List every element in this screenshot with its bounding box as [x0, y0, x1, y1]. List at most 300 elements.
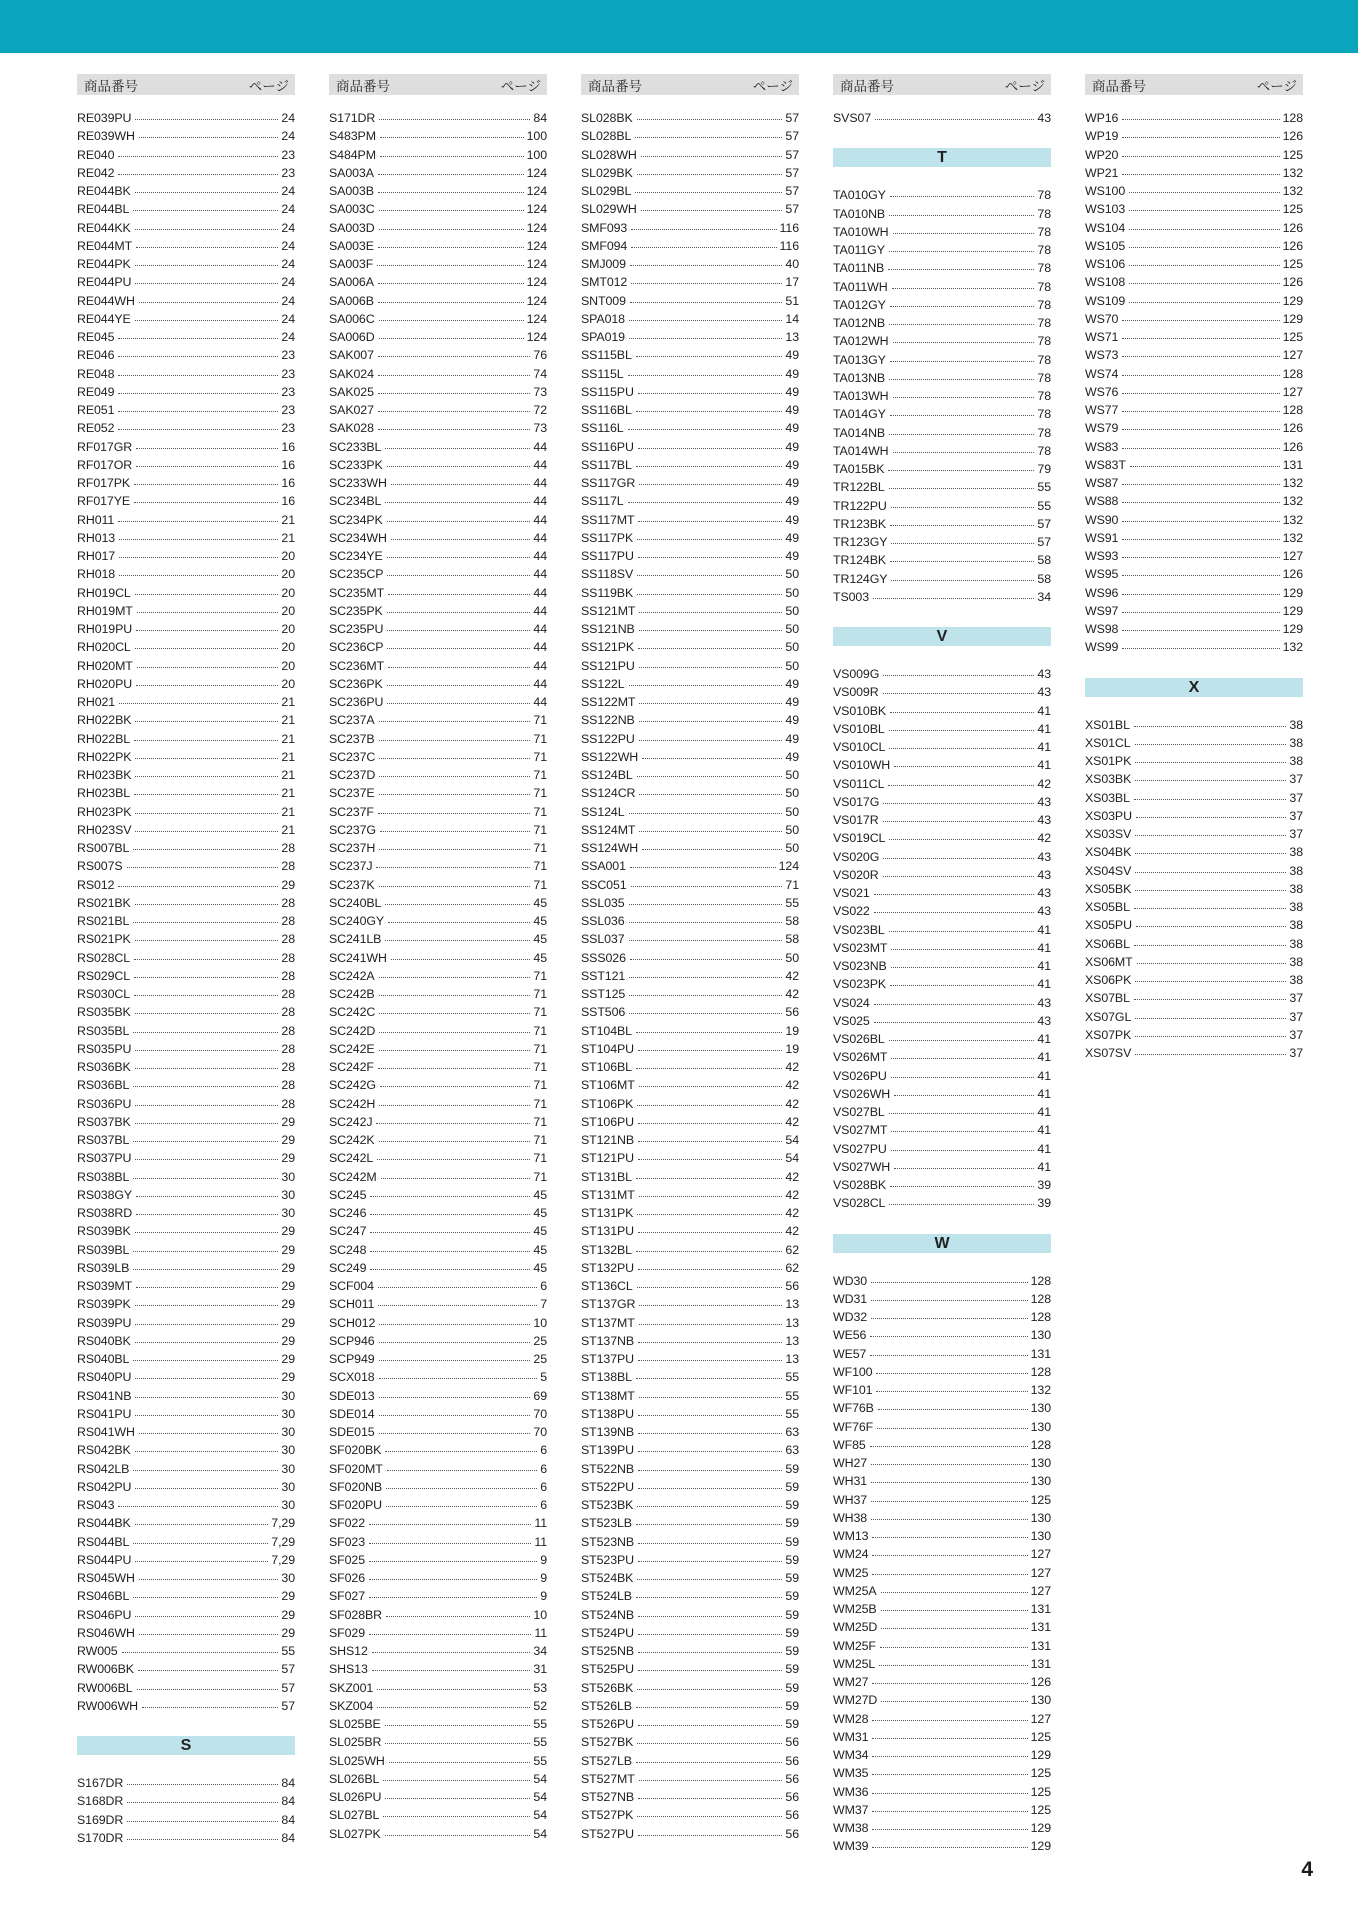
product-code: SF022	[329, 1516, 366, 1531]
dot-leader	[638, 1415, 782, 1416]
product-code: SCH012	[329, 1315, 376, 1330]
dot-leader	[874, 1004, 1035, 1005]
index-entry	[581, 657, 799, 675]
page-ref: 20	[281, 549, 295, 563]
dot-leader	[636, 1597, 782, 1598]
dot-leader	[641, 210, 783, 211]
product-code: ST138BL	[581, 1370, 632, 1385]
dot-leader	[119, 557, 278, 558]
product-code: ST106MT	[581, 1078, 635, 1093]
product-code: XS03BL	[1085, 790, 1130, 805]
product-code: SPA018	[581, 311, 625, 326]
index-entry	[581, 1825, 799, 1843]
product-code: SC237A	[329, 713, 375, 728]
page-ref: 45	[533, 1260, 547, 1275]
dot-leader	[135, 1068, 279, 1069]
product-code: SC247	[329, 1224, 367, 1239]
index-entry	[1085, 843, 1303, 861]
index-entry	[1085, 292, 1303, 310]
product-code: SC235PK	[329, 603, 383, 618]
dot-leader	[638, 1835, 782, 1836]
page-ref: 78	[1037, 316, 1051, 330]
page-ref: 130	[1030, 1529, 1051, 1543]
page-ref: 55	[533, 1735, 547, 1750]
page-ref: 28	[281, 1041, 295, 1056]
index-entry	[833, 1308, 1051, 1326]
product-code: WS87	[1085, 476, 1119, 490]
product-code: TR123GY	[833, 535, 888, 549]
dot-leader	[135, 758, 278, 759]
index-entry	[77, 1131, 295, 1149]
product-code: ST523PU	[581, 1552, 635, 1567]
index-entry	[833, 351, 1051, 369]
page-ref: 124	[526, 238, 547, 253]
dot-leader	[890, 525, 1034, 526]
index-entry	[329, 1606, 547, 1624]
product-code: SVS07	[833, 111, 872, 125]
page-ref: 41	[1037, 1086, 1051, 1101]
index-entry	[329, 1076, 547, 1094]
index-entry	[833, 775, 1051, 793]
page-ref: 53	[533, 1680, 547, 1695]
product-code: RE044BK	[77, 184, 131, 198]
dot-leader	[137, 1689, 279, 1690]
product-code: RE044MT	[77, 238, 133, 253]
dot-leader	[387, 648, 530, 649]
header-page-label: ページ	[752, 78, 793, 94]
page-ref: 41	[1037, 1141, 1051, 1156]
page-ref: 57	[281, 1698, 295, 1713]
dot-leader	[636, 1178, 782, 1179]
dot-leader	[631, 886, 783, 887]
dot-leader	[380, 156, 524, 157]
product-code: TA015BK	[833, 462, 885, 476]
page-ref: 58	[1037, 571, 1051, 586]
dot-leader	[891, 580, 1034, 581]
page-ref: 59	[785, 1534, 799, 1549]
index-entry	[77, 912, 295, 930]
page-ref: 23	[281, 147, 295, 162]
product-code: XS06PK	[1085, 973, 1132, 987]
index-entry	[833, 369, 1051, 387]
index-entry	[1085, 200, 1303, 218]
product-code: WS90	[1085, 512, 1119, 527]
dot-leader	[135, 119, 278, 120]
dot-leader	[139, 1433, 279, 1434]
dot-leader	[118, 338, 278, 339]
dot-leader	[379, 886, 531, 887]
product-code: WM31	[833, 1729, 869, 1744]
product-code: VS023NB	[833, 959, 887, 973]
product-code: SSA001	[581, 859, 626, 874]
dot-leader	[628, 375, 783, 376]
product-code: SS122MT	[581, 695, 636, 709]
product-code: RH022BL	[77, 731, 131, 746]
product-code: TA013WH	[833, 389, 889, 403]
page-ref: 128	[1282, 403, 1303, 417]
index-column-2	[329, 74, 547, 1843]
index-entry	[581, 985, 799, 1003]
dot-leader	[639, 667, 783, 668]
product-code: ST523NB	[581, 1534, 635, 1549]
product-code: WS88	[1085, 494, 1119, 509]
page-ref: 30	[281, 1388, 295, 1403]
product-code: RS012	[77, 877, 115, 892]
dot-leader	[891, 967, 1035, 968]
product-code: SAK007	[329, 348, 374, 363]
product-code: SS117PK	[581, 530, 634, 545]
dot-leader	[133, 1470, 278, 1471]
index-entry	[833, 442, 1051, 460]
index-entry	[77, 821, 295, 839]
page-ref: 13	[785, 330, 799, 344]
index-entry	[833, 720, 1051, 738]
dot-leader	[139, 137, 279, 138]
page-ref: 44	[533, 585, 547, 600]
page-ref: 128	[1030, 1291, 1051, 1306]
product-code: RW005	[77, 1644, 118, 1658]
index-entry	[833, 1418, 1051, 1436]
product-code: SS121MT	[581, 603, 636, 618]
page-ref: 130	[1030, 1474, 1051, 1489]
product-code: RE044PK	[77, 257, 131, 271]
dot-leader	[127, 1802, 278, 1803]
product-code: SS116L	[581, 421, 624, 436]
index-entry	[77, 584, 295, 602]
index-entry	[581, 1259, 799, 1277]
page-ref: 124	[778, 859, 799, 874]
page-ref: 132	[1282, 530, 1303, 545]
index-entry	[581, 1441, 799, 1459]
index-entry	[833, 1176, 1051, 1194]
dot-leader	[378, 192, 524, 193]
dot-leader	[379, 320, 524, 321]
page-ref: 11	[534, 1625, 547, 1640]
page-ref: 55	[785, 895, 799, 910]
page-ref: 52	[533, 1698, 547, 1713]
product-code: ST139PU	[581, 1443, 635, 1458]
product-code: ST137GR	[581, 1297, 636, 1312]
product-code: SC233BL	[329, 439, 382, 454]
page-ref: 130	[1030, 1419, 1051, 1434]
page-ref: 50	[785, 822, 799, 837]
product-code: RS030CL	[77, 987, 131, 1001]
product-code: RF017PK	[77, 476, 131, 490]
page-ref: 24	[281, 184, 295, 198]
dot-leader	[636, 1524, 782, 1525]
index-entry	[581, 766, 799, 784]
header-code-label: 商品番号	[84, 78, 138, 94]
product-code: SF020BK	[329, 1443, 382, 1458]
dot-leader	[871, 1318, 1028, 1319]
product-code: RS044PU	[77, 1552, 132, 1567]
page-ref: 62	[785, 1260, 799, 1275]
dot-leader	[636, 1068, 782, 1069]
index-entry	[581, 1076, 799, 1094]
product-code: WS83	[1085, 439, 1119, 454]
dot-leader	[135, 192, 279, 193]
index-entry	[833, 424, 1051, 442]
index-entry	[329, 1679, 547, 1697]
index-entry	[77, 1514, 295, 1532]
product-code: SC235PU	[329, 622, 384, 636]
page-ref: 49	[785, 676, 799, 691]
dot-leader	[134, 995, 278, 996]
product-code: XS07PK	[1085, 1027, 1132, 1042]
index-entry	[329, 146, 547, 164]
index-entry	[1085, 716, 1303, 734]
product-code: WP19	[1085, 129, 1119, 144]
page-ref: 128	[1282, 111, 1303, 125]
index-entry	[329, 1405, 547, 1423]
header-page-label: ページ	[500, 78, 541, 94]
index-entry	[329, 237, 547, 255]
product-code: RS040PU	[77, 1370, 132, 1385]
index-entry	[833, 1158, 1051, 1176]
index-entry	[581, 821, 799, 839]
product-code: XS07BL	[1085, 991, 1130, 1006]
dot-leader	[636, 1251, 782, 1252]
index-entry	[581, 730, 799, 748]
index-entry	[833, 975, 1051, 993]
product-code: TA014GY	[833, 407, 886, 422]
index-entry	[329, 803, 547, 821]
dot-leader	[630, 867, 776, 868]
dot-leader	[391, 959, 531, 960]
page-ref: 50	[785, 786, 799, 801]
dot-leader	[133, 1178, 278, 1179]
index-entry	[329, 219, 547, 237]
dot-leader	[379, 1397, 531, 1398]
product-code: ST522PU	[581, 1479, 635, 1494]
page-ref: 29	[281, 1114, 295, 1129]
section-letter: W	[833, 1234, 1051, 1253]
page-ref: 28	[281, 914, 295, 928]
product-code: VS010WH	[833, 758, 891, 773]
product-code: TA010NB	[833, 206, 886, 221]
page-ref: 129	[1282, 622, 1303, 636]
dot-leader	[380, 137, 524, 138]
index-entry	[581, 346, 799, 364]
index-entry	[1085, 752, 1303, 770]
index-entry	[77, 1350, 295, 1368]
dot-leader	[378, 1305, 537, 1306]
dot-leader	[889, 488, 1035, 489]
index-entry	[77, 1533, 295, 1551]
dot-leader	[378, 375, 531, 376]
product-code: ST132BL	[581, 1242, 632, 1257]
index-entry	[329, 876, 547, 894]
product-code: WH31	[833, 1474, 868, 1489]
dot-leader	[891, 1131, 1034, 1132]
product-code: SS116PU	[581, 439, 634, 454]
product-code: SC233WH	[329, 476, 387, 490]
index-entry	[329, 1478, 547, 1496]
dot-leader	[1122, 648, 1279, 649]
index-entry	[1085, 255, 1303, 273]
index-entry	[581, 164, 799, 182]
dot-leader	[139, 1579, 279, 1580]
dot-leader	[890, 196, 1035, 197]
product-code: VS011CL	[833, 776, 885, 791]
dot-leader	[642, 849, 782, 850]
dot-leader	[1122, 448, 1279, 449]
page-ref: 128	[1030, 1310, 1051, 1324]
column-body	[833, 109, 1051, 1856]
page-ref: 6	[540, 1479, 547, 1494]
section-letter: S	[77, 1736, 295, 1755]
product-code: RS042BK	[77, 1443, 131, 1458]
dot-leader	[637, 1287, 783, 1288]
dot-leader	[638, 1488, 782, 1489]
page-ref: 71	[533, 731, 547, 746]
index-entry	[77, 401, 295, 419]
page-ref: 126	[1282, 238, 1303, 253]
page-ref: 56	[785, 1753, 799, 1768]
product-code: ST524LB	[581, 1589, 632, 1604]
page-ref: 25	[533, 1333, 547, 1348]
product-code: WF76B	[833, 1401, 874, 1416]
index-entry	[833, 756, 1051, 774]
page-ref: 126	[1030, 1675, 1051, 1689]
dot-leader	[1122, 594, 1279, 595]
index-column-1	[77, 74, 295, 1847]
product-code: SC242G	[329, 1078, 376, 1093]
index-entry	[581, 273, 799, 291]
product-code: SC234YE	[329, 549, 383, 563]
page-ref: 78	[1037, 188, 1051, 203]
page-ref: 29	[281, 1279, 295, 1293]
page-ref: 57	[785, 129, 799, 144]
dot-leader	[637, 594, 782, 595]
page-ref: 59	[785, 1644, 799, 1658]
dot-leader	[639, 612, 782, 613]
page-ref: 131	[1030, 1602, 1051, 1616]
dot-leader	[639, 703, 782, 704]
page-ref: 55	[1037, 498, 1051, 513]
index-entry	[581, 620, 799, 638]
dot-leader	[133, 1597, 278, 1598]
index-entry	[77, 109, 295, 127]
index-entry	[329, 565, 547, 583]
page-ref: 14	[785, 311, 799, 326]
dot-leader	[379, 1105, 530, 1106]
index-entry	[581, 1332, 799, 1350]
index-entry	[329, 1770, 547, 1788]
dot-leader	[628, 429, 783, 430]
dot-leader	[639, 484, 782, 485]
index-entry	[329, 748, 547, 766]
page-ref: 41	[1037, 1068, 1051, 1083]
page-ref: 49	[785, 348, 799, 363]
product-code: ST526LB	[581, 1698, 632, 1713]
product-code: RS041WH	[77, 1425, 135, 1439]
page-ref: 30	[281, 1406, 295, 1421]
page-ref: 55	[785, 1388, 799, 1403]
product-code: SA006C	[329, 311, 375, 326]
dot-leader	[639, 1305, 782, 1306]
page-ref: 71	[533, 768, 547, 782]
product-code: SF023	[329, 1534, 366, 1549]
product-code: ST523BK	[581, 1498, 634, 1512]
product-code: SS117MT	[581, 512, 635, 527]
index-entry	[581, 127, 799, 145]
page-ref: 44	[533, 476, 547, 490]
index-entry	[1085, 971, 1303, 989]
page-ref: 71	[533, 1151, 547, 1166]
dot-leader	[637, 776, 783, 777]
product-code: RF017OR	[77, 457, 133, 472]
page-ref: 124	[526, 165, 547, 180]
index-entry	[581, 1186, 799, 1204]
page-ref: 49	[785, 439, 799, 454]
product-code: SC242A	[329, 968, 375, 983]
product-code: WS106	[1085, 257, 1126, 271]
index-entry	[1085, 529, 1303, 547]
page-ref: 42	[785, 1169, 799, 1184]
dot-leader	[135, 1232, 279, 1233]
product-code: SDE014	[329, 1406, 375, 1421]
dot-leader	[119, 539, 278, 540]
page-ref: 132	[1282, 640, 1303, 655]
index-entry	[77, 1829, 295, 1847]
product-code: ST525PU	[581, 1662, 635, 1677]
dot-leader	[133, 1269, 278, 1270]
index-entry	[581, 711, 799, 729]
page-ref: 84	[533, 111, 547, 125]
page-ref: 55	[1037, 480, 1051, 495]
product-code: ST527MT	[581, 1771, 635, 1786]
page-ref: 23	[281, 421, 295, 436]
dot-leader	[872, 1720, 1027, 1721]
index-entry	[1085, 916, 1303, 934]
index-entry	[329, 894, 547, 912]
index-entry	[329, 1095, 547, 1113]
page-ref: 24	[281, 111, 295, 125]
page-ref: 50	[785, 585, 799, 600]
page-ref: 29	[281, 1352, 295, 1366]
dot-leader	[874, 912, 1035, 913]
page-ref: 124	[526, 257, 547, 271]
page-ref: 49	[785, 421, 799, 436]
page-ref: 41	[1037, 1105, 1051, 1119]
dot-leader	[387, 1470, 538, 1471]
page-ref: 50	[785, 841, 799, 855]
page-ref: 37	[1289, 991, 1303, 1006]
index-entry	[581, 930, 799, 948]
page-ref: 125	[1030, 1492, 1051, 1507]
dot-leader	[118, 1506, 278, 1507]
product-code: VS025	[833, 1013, 870, 1028]
index-entry	[329, 1350, 547, 1368]
product-code: RS038RD	[77, 1206, 133, 1220]
product-code: VS017R	[833, 813, 879, 827]
product-code: SL026BL	[329, 1771, 380, 1786]
dot-leader	[376, 1123, 530, 1124]
dot-leader	[136, 466, 278, 467]
product-code: RS035BK	[77, 1005, 131, 1020]
page-ref: 45	[533, 1206, 547, 1220]
dot-leader	[894, 766, 1034, 767]
index-entry	[581, 876, 799, 894]
index-entry	[1085, 365, 1303, 383]
index-entry	[329, 1387, 547, 1405]
dot-leader	[118, 174, 278, 175]
product-code: SC234PK	[329, 512, 383, 527]
product-code: RF017GR	[77, 439, 133, 454]
dot-leader	[369, 1597, 537, 1598]
product-code: WE56	[833, 1328, 867, 1343]
